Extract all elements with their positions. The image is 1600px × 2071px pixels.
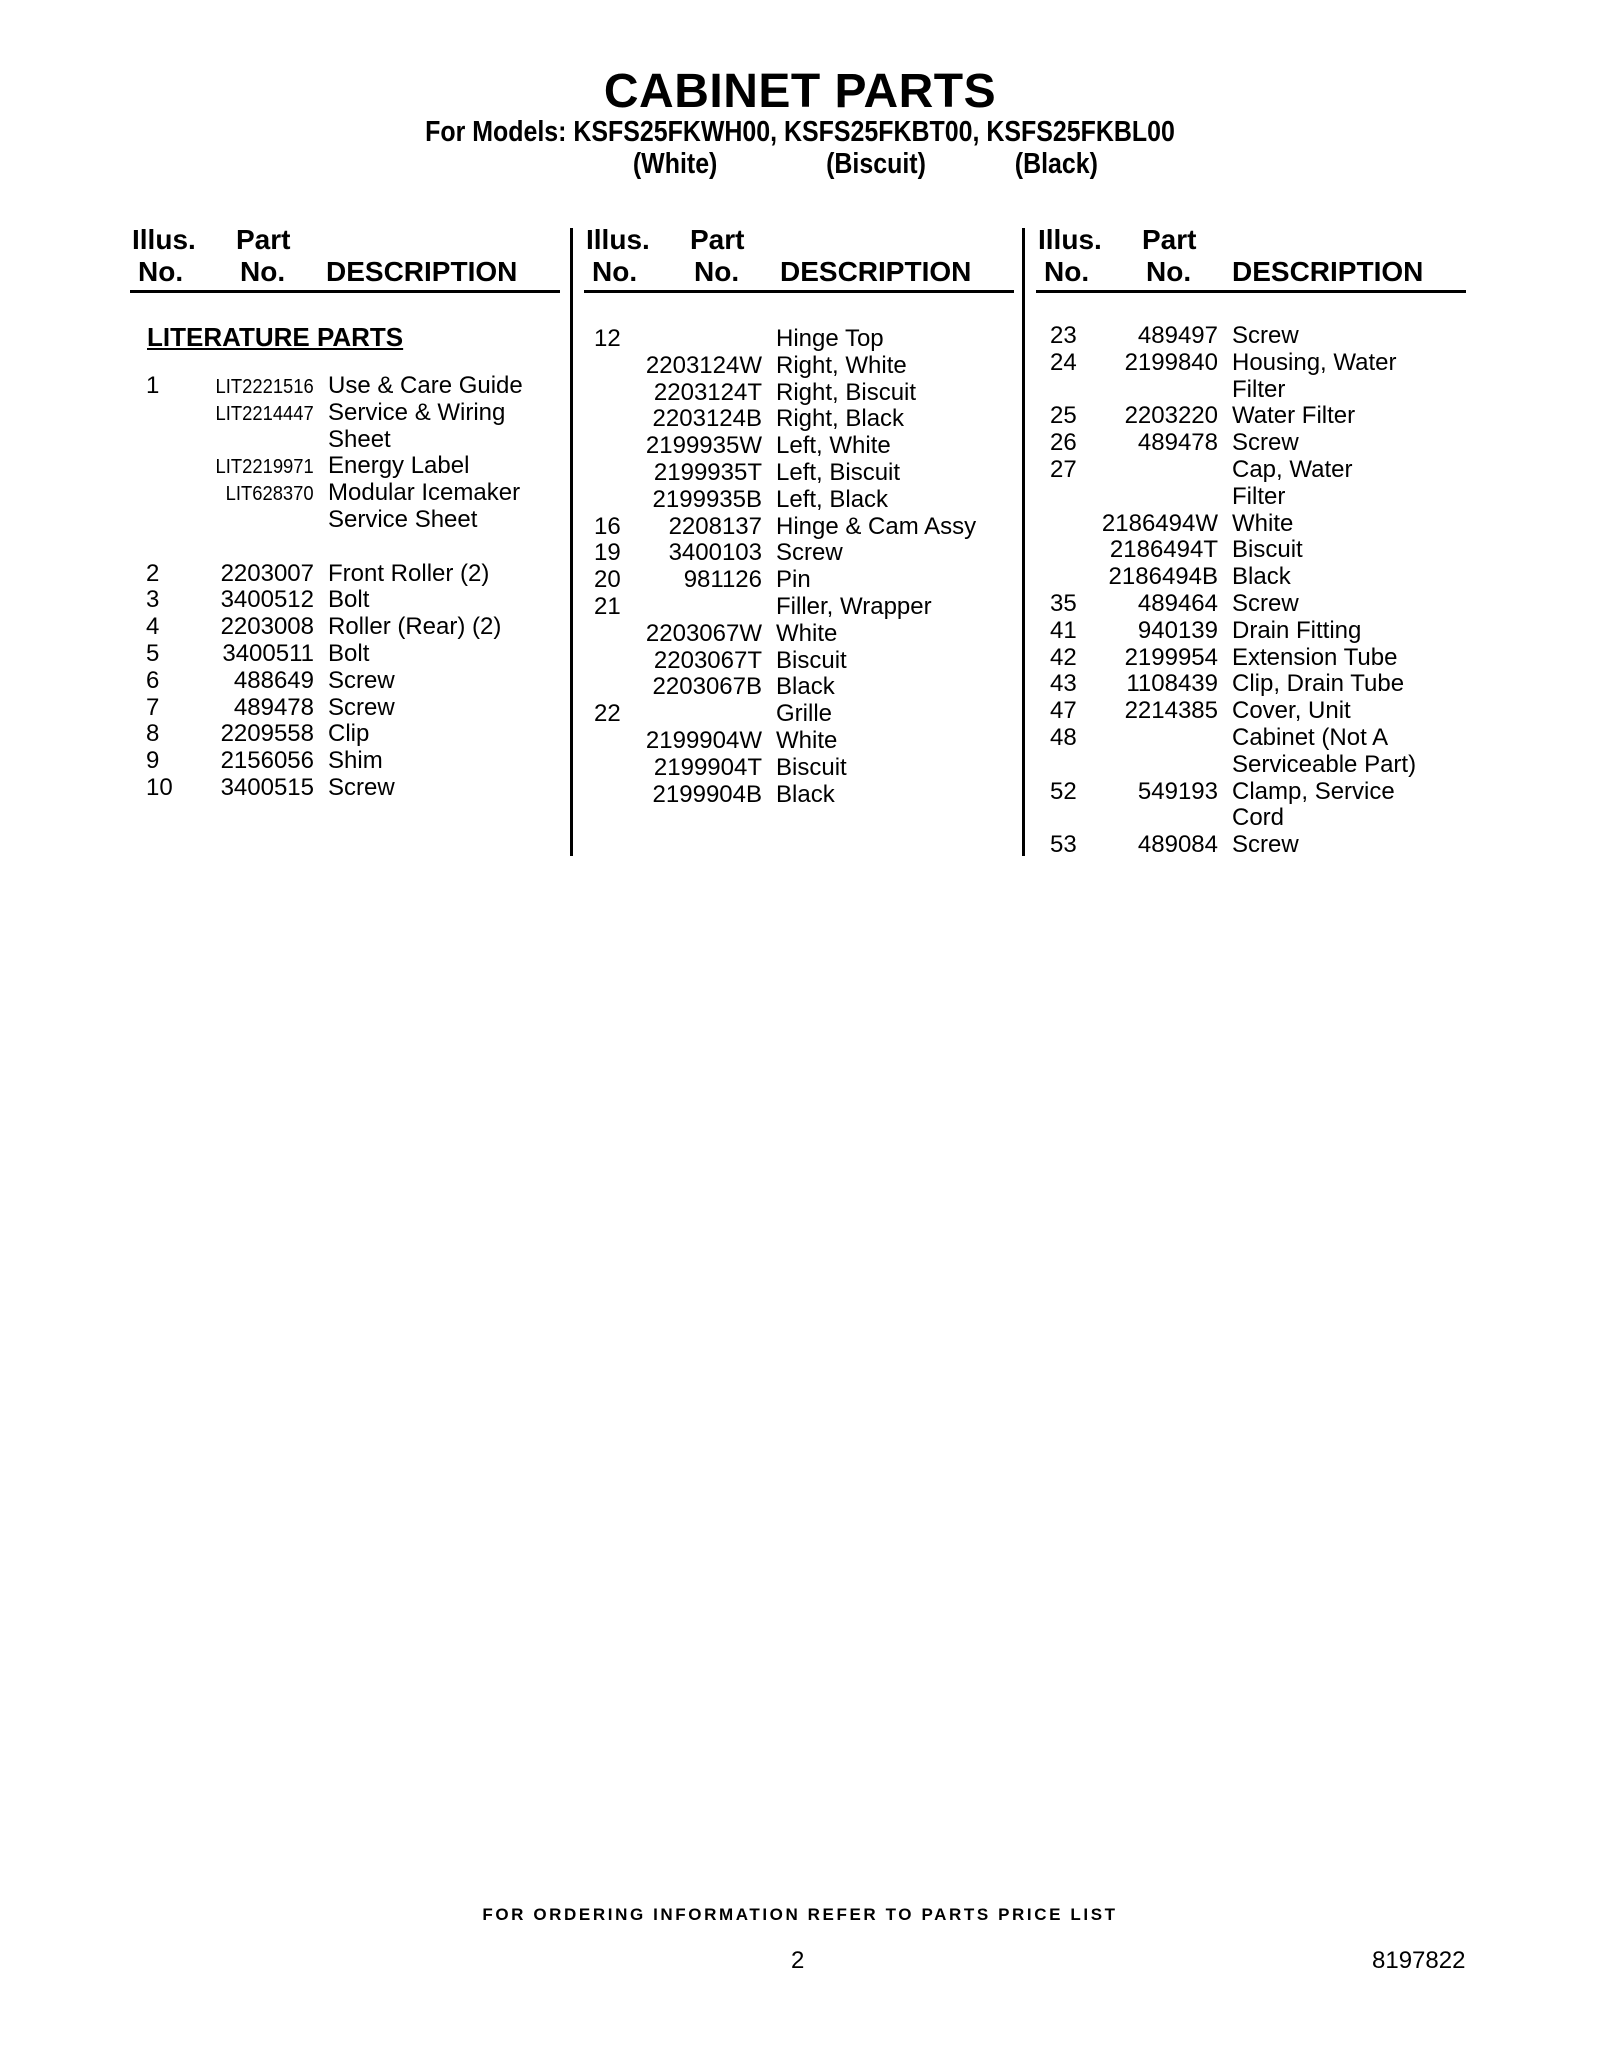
part-description: Modular Icemaker — [328, 479, 521, 507]
part-number: 2203067W — [645, 619, 762, 647]
table-row — [0, 323, 1600, 350]
part-number: 2186494B — [1108, 563, 1218, 591]
header-rule-3 — [1036, 290, 1466, 293]
part-description: Hinge & Cam Assy — [776, 512, 977, 540]
part-description: Screw — [1232, 831, 1299, 859]
part-number: 489478 — [233, 693, 314, 721]
color-label-black: (Black) — [1014, 148, 1098, 180]
illus-number: 3 — [146, 586, 160, 614]
part-description: Serviceable Part) — [1232, 750, 1417, 778]
part-number: 2199935W — [645, 432, 762, 460]
part-description: Front Roller (2) — [328, 559, 490, 587]
table-row — [0, 430, 1600, 457]
illus-number: 43 — [1050, 670, 1077, 698]
part-description: Filter — [1232, 482, 1286, 510]
models-line: For Models: KSFS25FKWH00, KSFS25FKBT00, KSFS25FKBL00 — [425, 116, 1175, 148]
part-description: Filler, Wrapper — [776, 592, 932, 620]
part-number: 2186494W — [1101, 509, 1218, 537]
illus-number: 9 — [146, 747, 160, 775]
part-number: 940139 — [1137, 616, 1218, 644]
part-description: Clip, Drain Tube — [1232, 670, 1405, 698]
header-description: DESCRIPTION — [780, 256, 972, 287]
table-row — [0, 805, 1600, 832]
part-description: Shim — [328, 747, 383, 775]
part-description: Cover, Unit — [1232, 697, 1351, 725]
part-number: 489478 — [1137, 429, 1218, 457]
illus-number: 48 — [1050, 723, 1077, 751]
header-illus-no: No. — [1044, 256, 1090, 287]
header-illus-no: No. — [138, 256, 184, 287]
header-description: DESCRIPTION — [1232, 256, 1424, 287]
part-description: Grille — [776, 700, 833, 728]
part-description: Black — [776, 780, 835, 808]
header-part-no: No. — [694, 256, 740, 287]
part-description: Screw — [1232, 322, 1299, 349]
part-description: Left, White — [776, 432, 891, 460]
header-part: Part — [690, 224, 745, 255]
header-part: Part — [1142, 224, 1197, 255]
table-row — [0, 484, 1600, 511]
illus-number: 7 — [146, 693, 160, 721]
part-number: 2199935B — [652, 485, 762, 513]
part-number: 3400515 — [220, 773, 314, 801]
table-row — [0, 564, 1600, 591]
illus-number: 8 — [146, 720, 160, 748]
part-number: 3400511 — [222, 639, 314, 667]
illus-number: 26 — [1050, 429, 1077, 457]
illus-number: 6 — [146, 666, 160, 694]
part-description: Bolt — [328, 639, 370, 667]
illus-number: 1 — [146, 372, 160, 399]
part-description: Screw — [776, 539, 843, 567]
part-description: Biscuit — [776, 646, 847, 674]
part-number: 2199954 — [1124, 643, 1218, 671]
part-number: 2199904B — [652, 780, 762, 808]
part-description: Screw — [328, 666, 395, 694]
part-number: 2199904W — [645, 726, 762, 754]
part-description: Hinge Top — [776, 325, 884, 352]
header-illus: Illus. — [1038, 224, 1102, 255]
color-label-biscuit: (Biscuit) — [826, 148, 926, 180]
part-number: 2203007 — [220, 559, 314, 587]
part-number: 2203124W — [645, 351, 762, 379]
page-number: 2 — [791, 1947, 805, 1974]
part-description: Screw — [328, 773, 395, 801]
table-row — [0, 832, 1600, 859]
parts-column-3 — [0, 323, 1600, 859]
illus-number: 23 — [1050, 322, 1077, 349]
part-description: Black — [1232, 563, 1291, 591]
part-number: 2203067B — [652, 673, 762, 701]
part-number: 2156056 — [220, 747, 314, 775]
illus-number: 12 — [594, 325, 621, 352]
part-description: Bolt — [328, 586, 370, 614]
header-rule-1 — [130, 290, 560, 293]
table-row — [0, 537, 1600, 564]
literature-part-number: LIT2219971 — [215, 456, 314, 479]
header-part-no: No. — [1146, 256, 1192, 287]
part-description: White — [1232, 509, 1294, 537]
part-description: Drain Fitting — [1232, 616, 1362, 644]
illus-number: 42 — [1050, 643, 1077, 671]
part-number: 2199904T — [653, 753, 762, 781]
table-row — [0, 671, 1600, 698]
part-description: Right, Biscuit — [776, 378, 917, 406]
part-number: 2203067T — [653, 646, 762, 674]
header-part-no: No. — [240, 256, 286, 287]
part-description: Roller (Rear) (2) — [328, 613, 502, 641]
header-part: Part — [236, 224, 291, 255]
part-description: Biscuit — [776, 753, 847, 781]
part-description: Service & Wiring — [328, 398, 506, 426]
illus-number: 24 — [1050, 348, 1077, 376]
table-row — [0, 779, 1600, 806]
illus-number: 20 — [594, 566, 621, 594]
section-title-literature: LITERATURE PARTS — [147, 322, 404, 352]
table-row — [0, 591, 1600, 618]
part-description: Service Sheet — [328, 505, 478, 533]
illus-number: 25 — [1050, 402, 1077, 430]
table-row — [0, 403, 1600, 430]
table-row — [0, 645, 1600, 672]
column-header-3 — [1038, 224, 1478, 288]
page-title: CABINET PARTS — [603, 65, 997, 118]
table-row — [0, 377, 1600, 404]
column-header-1 — [132, 224, 572, 288]
part-description: Biscuit — [1232, 536, 1303, 564]
part-description: Clamp, Service — [1232, 777, 1395, 805]
part-description: Water Filter — [1232, 402, 1356, 430]
illus-number: 5 — [146, 639, 160, 667]
part-description: Black — [776, 673, 835, 701]
part-number: 489464 — [1137, 589, 1218, 617]
illus-number: 41 — [1050, 616, 1077, 644]
header-rule-2 — [584, 290, 1014, 293]
column-header-2 — [586, 224, 1026, 288]
illus-number: 16 — [594, 512, 621, 540]
illus-number: 53 — [1050, 831, 1077, 859]
illus-number: 21 — [594, 592, 621, 620]
part-description: Left, Black — [776, 485, 889, 513]
literature-part-number: LIT628370 — [226, 483, 314, 506]
part-number: 1108439 — [1126, 670, 1218, 698]
part-number: 981126 — [683, 566, 762, 594]
part-number: 489497 — [1137, 322, 1218, 349]
part-number: 3400512 — [220, 586, 314, 614]
illus-number: 22 — [594, 700, 621, 728]
part-description: Clip — [328, 720, 370, 748]
part-description: Right, Black — [776, 405, 905, 433]
part-number: 3400103 — [668, 539, 762, 567]
part-description: Screw — [1232, 589, 1299, 617]
header-illus: Illus. — [586, 224, 650, 255]
table-row — [0, 752, 1600, 779]
part-number: 2209558 — [220, 720, 314, 748]
illus-number: 35 — [1050, 589, 1077, 617]
part-description: Cap, Water — [1232, 455, 1353, 483]
part-number: 488649 — [233, 666, 314, 694]
part-description: Cord — [1232, 804, 1285, 832]
part-number: 2203008 — [220, 613, 314, 641]
part-number: 2203124T — [653, 378, 762, 406]
literature-part-number: LIT2214447 — [215, 402, 314, 425]
table-row — [0, 511, 1600, 538]
illus-number: 4 — [146, 613, 160, 641]
part-description: Screw — [328, 693, 395, 721]
table-row — [0, 350, 1600, 377]
part-description: Cabinet (Not A — [1232, 723, 1389, 751]
header-illus: Illus. — [132, 224, 196, 255]
part-description: Housing, Water — [1232, 348, 1397, 376]
part-number: 2203124B — [652, 405, 762, 433]
part-description: Right, White — [776, 351, 907, 379]
part-description: White — [776, 619, 838, 647]
part-description: Extension Tube — [1232, 643, 1398, 671]
part-description: Sheet — [328, 425, 391, 453]
header-illus-no: No. — [592, 256, 638, 287]
header-description: DESCRIPTION — [326, 256, 518, 287]
illus-number: 27 — [1050, 455, 1077, 483]
illus-number: 52 — [1050, 777, 1077, 805]
part-description: Left, Biscuit — [776, 458, 901, 486]
table-row — [0, 698, 1600, 725]
part-number: 2186494T — [1109, 536, 1218, 564]
illus-number: 47 — [1050, 697, 1077, 725]
part-description: White — [776, 726, 838, 754]
literature-part-number: LIT2221516 — [215, 376, 314, 398]
illus-number: 10 — [146, 773, 173, 801]
ordering-note: FOR ORDERING INFORMATION REFER TO PARTS PRICE LIST — [482, 1905, 1118, 1924]
part-description: Screw — [1232, 429, 1299, 457]
document-number: 8197822 — [1372, 1947, 1466, 1974]
part-description: Energy Label — [328, 452, 470, 480]
part-number: 2199840 — [1124, 348, 1218, 376]
part-number: 2199935T — [653, 458, 762, 486]
color-label-white: (White) — [632, 148, 718, 180]
part-number: 489084 — [1137, 831, 1218, 859]
part-number: 549193 — [1137, 777, 1218, 805]
part-description: Use & Care Guide — [328, 372, 523, 399]
illus-number: 2 — [146, 559, 160, 587]
part-description: Pin — [776, 566, 811, 594]
part-number: 2214385 — [1124, 697, 1218, 725]
table-row — [0, 457, 1600, 484]
table-row — [0, 725, 1600, 752]
part-number: 2208137 — [668, 512, 762, 540]
table-row — [0, 618, 1600, 645]
part-number: 2203220 — [1124, 402, 1218, 430]
part-description: Filter — [1232, 375, 1286, 403]
illus-number: 19 — [594, 539, 621, 567]
